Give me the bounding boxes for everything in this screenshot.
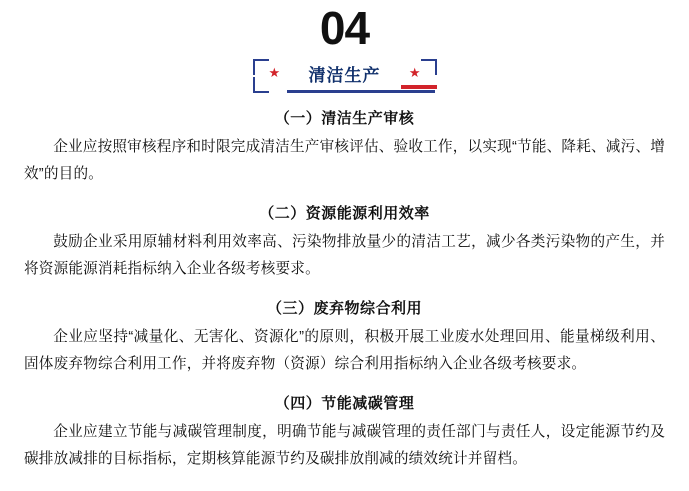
star-right-icon: ★ [408,65,421,80]
section-1-body: 企业应按照审核程序和时限完成清洁生产审核评估、验收工作，以实现“节能、降耗、减污、增效”的目的。 [24,139,665,182]
banner-title: 清洁生产 [308,66,381,85]
section-3 [18,297,671,378]
section-1-heading: （一）清洁生产审核 [274,110,415,127]
star-left-icon: ★ [268,65,281,80]
section-banner [251,59,439,93]
section-4-heading: （四）节能减碳管理 [274,395,415,412]
section-4-body: 企业应建立节能与减碳管理制度，明确节能与减碳管理的责任部门与责任人，设定能源节约及碳排放减排的目标指标，定期核算能源节约及碳排放削减的绩效统计并留档。 [24,424,665,467]
section-2-heading: （二）资源能源利用效率 [259,205,430,222]
section-4 [18,392,671,473]
section-1 [18,107,671,188]
section-2-body: 鼓励企业采用原辅材料利用效率高、污染物排放量少的清洁工艺，减少各类污染物的产生，并将资源能源消耗指标纳入企业各级考核要求。 [24,234,665,277]
banner-underline-accent [401,85,437,89]
section-3-heading: （三）废弃物综合利用 [266,300,422,317]
banner-underline [287,90,435,93]
chapter-number: 04 [319,2,370,54]
section-2 [18,202,671,283]
section-3-body: 企业应坚持“减量化、无害化、资源化”的原则，积极开展工业废水处理回用、能量梯级利用、固体废弃物综合利用工作，并将废弃物（资源）综合利用指标纳入企业各级考核要求。 [24,329,665,372]
